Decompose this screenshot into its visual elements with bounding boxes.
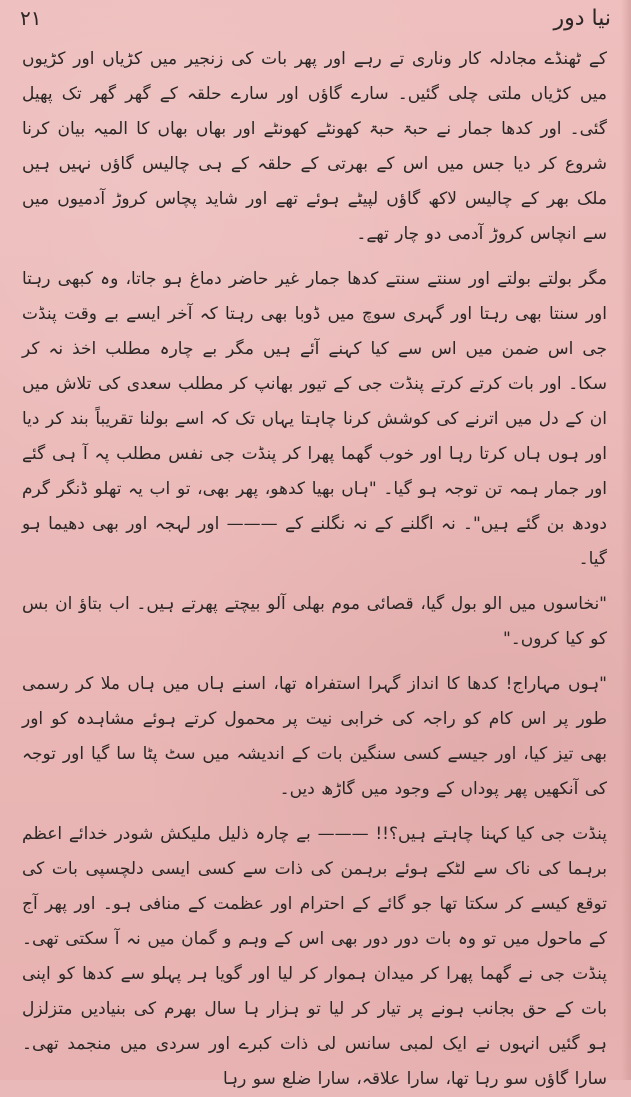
- page-number: ۲۱: [20, 6, 42, 30]
- paragraph-5: پنڈت جی کیا کہنا چاہتے ہیں؟!! ——— بے چارہ ذلیل ملیکش شودر خدائے اعظم برہما کی ناک سے لٹکے ہوئے برہمن کی ذات سے کسی ایسی دلچسپی بات کی توقع کیسے کر سکتا تھا جو گائے کے احترام اور عظمت کے منافی ہو۔ اور پھر آج کے ماحول میں تو وہ بات دور دور بھی اس کے وہم و گمان میں نہ آ سکتی تھی۔ پنڈت جی نے گھما پھرا کر میدان ہموار کر لیا اور گویا ہر پہلو سے کدھا کو اپنی بات کے حق بجانب ہونے پر تیار کر لیا تو ہزار ہا سال بھرم کی بنیادیں متزلزل ہو گئیں انہوں نے ایک لمبی سانس لی ذات کبرے اور سردی میں منجمد تھی۔ سارا گاؤں سو رہا تھا، سارا علاقہ، سارا ضلع سو رہا: [22, 824, 607, 1089]
- page-edge-shadow: [621, 0, 631, 1080]
- paragraph-gap: [22, 577, 607, 587]
- page-header: [20, 6, 611, 34]
- paragraph-1: کے ٹھنڈے مجادلہ کار وناری تے رہے اور پھر بات کی زنجیر میں کڑیاں اور کڑیوں میں کڑیاں ملتی چلی گئیں۔ سارے گاؤں اور سارے حلقہ کے گھر گھر تک پھیل گئی۔ اور کدھا جمار نے حبۃ حبۃ کھونٹے کھونٹے اور بھاں بھاں کا المیہ بیان کرنا شروع کر دیا جس میں اس کے بھرتی کے حلقہ کے ہی چالیس گاؤں نہیں ہیں ملک بھر کے چالیس لاکھ گاؤں لپیٹے ہوئے تھے اور شاید پچاس کروڑ آدمیوں میں سے انچاس کروڑ آدمی دو چار تھے۔: [22, 49, 607, 244]
- running-title: نیا دور: [553, 6, 611, 31]
- paragraph-2: مگر بولتے بولتے اور سنتے سنتے کدھا جمار غیر حاضر دماغ ہو جاتا، وہ کبھی رہتا اور سنتا بھی رہتا اور گہری سوچ میں ڈوبا بھی رہتا کہ آخر ایسے بے وقت پنڈت جی اس ضمن میں اس سے کیا کہنے آئے ہیں مگر بے چارہ مطلب اخذ نہ کر سکا۔ اور بات کرتے کرتے پنڈت جی کے تیور بھانپ کر مطلب سعدی کی تلاش میں ان کے دل میں اترنے کی کوشش کرنا چاہتا یہاں تک کہ اسے بولنا تقریباً بند کر دیا اور ہوں ہاں کرتا رہا اور خوب گھما پھرا کر پنڈت جی نفس مطلب پہ آ ہی گئے اور جمار ہمہ تن توجہ ہو گیا۔ "ہاں بھیا کدھو، پھر بھی، تو اب یہ تھلو ڈنگر گرم دودھ بن گئے ہیں"۔ نہ اگلنے کے نہ نگلنے کے ——— اور لہجہ اور بھی دھیما ہو گیا۔: [22, 269, 607, 569]
- paragraph-3: "نخاسوں میں الو بول گیا، قصائی موم بھلی آلو بیچتے پھرتے ہیں۔ اب بتاؤ ان بس کو کیا کروں۔": [22, 594, 607, 649]
- paragraph-gap: [22, 252, 607, 262]
- paragraph-gap: [22, 807, 607, 817]
- body-text: [22, 42, 607, 1089]
- paragraph-4: "ہوں مہاراج! کدھا کا انداز گہرا استفراہ تھا، اسنے ہاں میں ہاں ملا کر رسمی طور پر اس کام کو راجہ کی خرابی نیت پر محمول کرتے ہوئے مشاہدہ کو اور بھی تیز کیا، اور جیسے کسی سنگین بات کے اندیشہ میں سٹ پٹا سا گیا اور توجہ کی آنکھیں پھر پوداں کے وجود میں گاڑھ دیں۔: [22, 674, 607, 799]
- paragraph-gap: [22, 657, 607, 667]
